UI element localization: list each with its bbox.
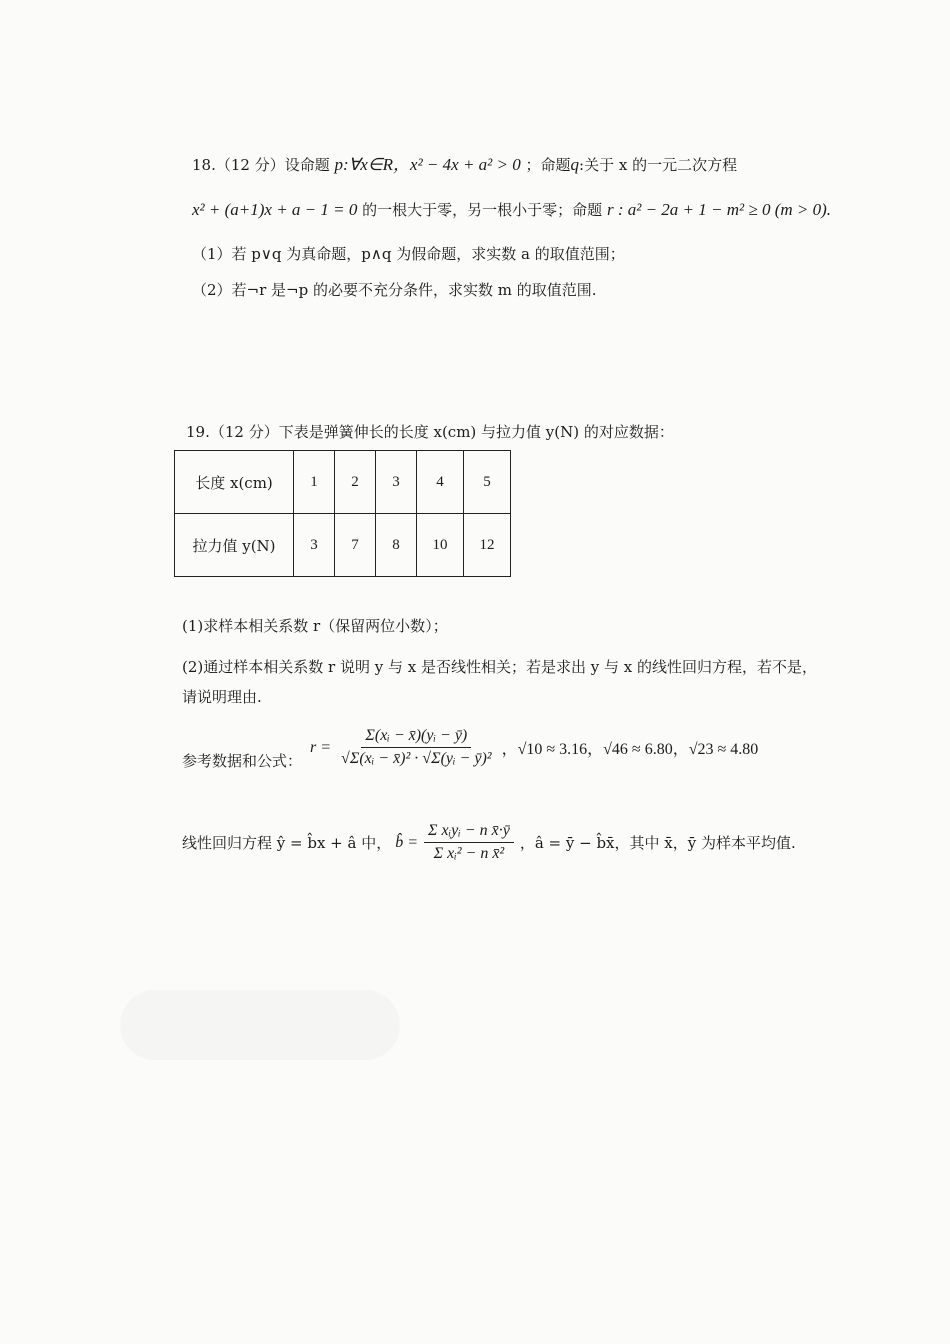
- q18-proposition-r: r : a² − 2a + 1 − m² ≥ 0 (m > 0).: [606, 200, 832, 219]
- correlation-formula: [310, 727, 758, 768]
- table-cell: 10: [417, 514, 464, 577]
- q19-part1: (1)求样本相关系数 r（保留两位小数）；: [182, 617, 448, 635]
- q18-title: 18.（12 分）设命题: [192, 156, 330, 174]
- table-head-length: 长度 x(cm): [175, 451, 294, 514]
- b-numerator: Σ xᵢyᵢ − n x̄·ȳ: [424, 822, 514, 843]
- table-cell: 3: [294, 514, 335, 577]
- table-cell: 2: [335, 451, 376, 514]
- q18-line1-suffix: :关于 x 的一元二次方程: [579, 156, 738, 174]
- q18-proposition-q: q: [570, 155, 580, 174]
- b-lhs: b̂ =: [395, 833, 419, 851]
- scan-smudge: [120, 990, 400, 1060]
- table-row-force: [175, 514, 511, 577]
- q19-part2-line1: (2)通过样本相关系数 r 说明 y 与 x 是否线性相关；若是求出 y 与 x 的线性回归方程，若不是，: [182, 658, 817, 676]
- q18-part2: （2）若¬r 是¬p 的必要不充分条件，求实数 m 的取值范围.: [192, 281, 597, 299]
- q18-part1: （1）若 p∨q 为真命题，p∧q 为假命题，求实数 a 的取值范围；: [192, 245, 625, 263]
- b-fraction: [424, 822, 514, 863]
- regression-label: 线性回归方程 ŷ = b̂x + â 中，: [182, 834, 392, 852]
- reference-label: 参考数据和公式：: [182, 752, 303, 770]
- table-cell: 1: [294, 451, 335, 514]
- q18-line2-text: 的一根大于零，另一根小于零；命题: [362, 201, 603, 219]
- r-lhs: r =: [310, 738, 332, 756]
- q18-q-label: ；命题: [525, 156, 571, 174]
- q19-part2-line2: 请说明理由.: [182, 688, 262, 706]
- q19-intro: 19.（12 分）下表是弹簧伸长的长度 x(cm) 与拉力值 y(N) 的对应数据：: [186, 423, 674, 441]
- r-fraction: [337, 727, 496, 768]
- table-cell: 7: [335, 514, 376, 577]
- table-cell: 5: [464, 451, 511, 514]
- r-numerator: Σ(xᵢ − x̄)(yᵢ − ȳ): [361, 727, 471, 748]
- spring-data-table: [174, 450, 511, 577]
- q18-line2: [192, 199, 831, 221]
- table-cell: 3: [376, 451, 417, 514]
- table-cell: 8: [376, 514, 417, 577]
- regression-tail: ，â = ȳ − b̂x̄，其中 x̄，ȳ 为样本平均值.: [519, 834, 796, 852]
- q18-line1: [192, 154, 737, 176]
- q18-equation: x² + (a+1)x + a − 1 = 0: [192, 200, 358, 219]
- table-row-length: [175, 451, 511, 514]
- regression-formula: [182, 822, 796, 863]
- table-cell: 12: [464, 514, 511, 577]
- table-cell: 4: [417, 451, 464, 514]
- sqrt-approximations: ，√10 ≈ 3.16，√46 ≈ 6.80，√23 ≈ 4.80: [501, 741, 759, 758]
- b-denominator: Σ xᵢ² − n x̄²: [433, 845, 505, 862]
- r-denominator: √Σ(xᵢ − x̄)² · √Σ(yᵢ − ȳ)²: [341, 750, 492, 767]
- q18-proposition-p: p:∀x∈R，x² − 4x + a² > 0: [334, 155, 521, 174]
- table-head-force: 拉力值 y(N): [175, 514, 294, 577]
